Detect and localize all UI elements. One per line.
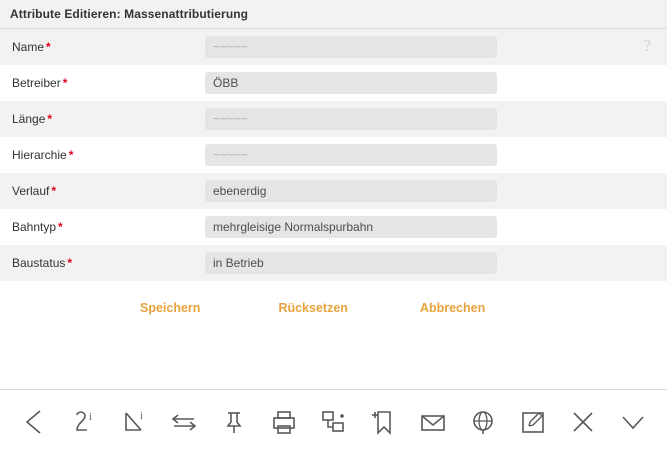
field-label-baustatus [10, 256, 205, 270]
label-text: Baustatus [12, 256, 66, 270]
bahntyp-field[interactable] [205, 216, 497, 238]
hierarchie-field[interactable] [205, 144, 497, 166]
save-link[interactable]: Speichern [140, 301, 201, 315]
required-marker: * [62, 76, 68, 90]
form-row [0, 173, 667, 209]
label-text: Verlauf [12, 184, 50, 198]
label-text: Bahntyp [12, 220, 57, 234]
field-label-hierarchie [10, 148, 205, 162]
mail-icon[interactable] [413, 402, 453, 442]
svg-text:i: i [139, 410, 143, 422]
help-icon[interactable]: ? [643, 36, 651, 55]
angle-info-icon[interactable] [114, 402, 154, 442]
baustatus-field[interactable] [205, 252, 497, 274]
form-row [0, 209, 667, 245]
close-icon[interactable] [563, 402, 603, 442]
form-row [0, 101, 667, 137]
required-marker: * [51, 184, 57, 198]
dialog-actions [0, 281, 667, 335]
page-title: Attribute Editieren: Massenattributierung [10, 7, 249, 21]
svg-text:i: i [88, 411, 92, 423]
field-label-verlauf [10, 184, 205, 198]
arrows-horizontal-icon[interactable] [164, 402, 204, 442]
attribute-form [0, 29, 667, 281]
required-marker: * [68, 148, 74, 162]
label-text: Betreiber [12, 76, 61, 90]
bottom-toolbar [0, 389, 667, 453]
field-label-betreiber [10, 76, 205, 90]
betreiber-field[interactable] [205, 72, 497, 94]
reset-link[interactable]: Rücksetzen [278, 301, 348, 315]
back-chevron-icon[interactable] [14, 402, 54, 442]
field-label-name [10, 40, 205, 54]
required-marker: * [67, 256, 73, 270]
required-marker: * [58, 220, 63, 234]
label-text: Name [12, 40, 45, 54]
verlauf-field[interactable] [205, 180, 497, 202]
measure-info-icon[interactable] [64, 402, 104, 442]
name-field[interactable] [205, 36, 497, 58]
form-row [0, 29, 667, 65]
empty-area [0, 335, 667, 389]
dialog-header [0, 0, 667, 29]
globe-icon[interactable] [463, 402, 503, 442]
collapse-chevron-icon[interactable] [613, 402, 653, 442]
label-text: Hierarchie [12, 148, 67, 162]
pin-icon[interactable] [214, 402, 254, 442]
cancel-link[interactable]: Abbrechen [419, 301, 486, 315]
laenge-field[interactable] [205, 108, 497, 130]
field-label-laenge [10, 112, 205, 126]
required-marker: * [47, 112, 53, 126]
field-label-bahntyp [10, 220, 205, 234]
form-row [0, 245, 667, 281]
required-marker: * [46, 40, 51, 54]
edit-icon[interactable] [513, 402, 553, 442]
network-node-icon[interactable] [313, 402, 353, 442]
bookmark-add-icon[interactable] [363, 402, 403, 442]
form-row [0, 65, 667, 101]
label-text: Länge [12, 112, 46, 126]
form-row [0, 137, 667, 173]
print-icon[interactable] [264, 402, 304, 442]
